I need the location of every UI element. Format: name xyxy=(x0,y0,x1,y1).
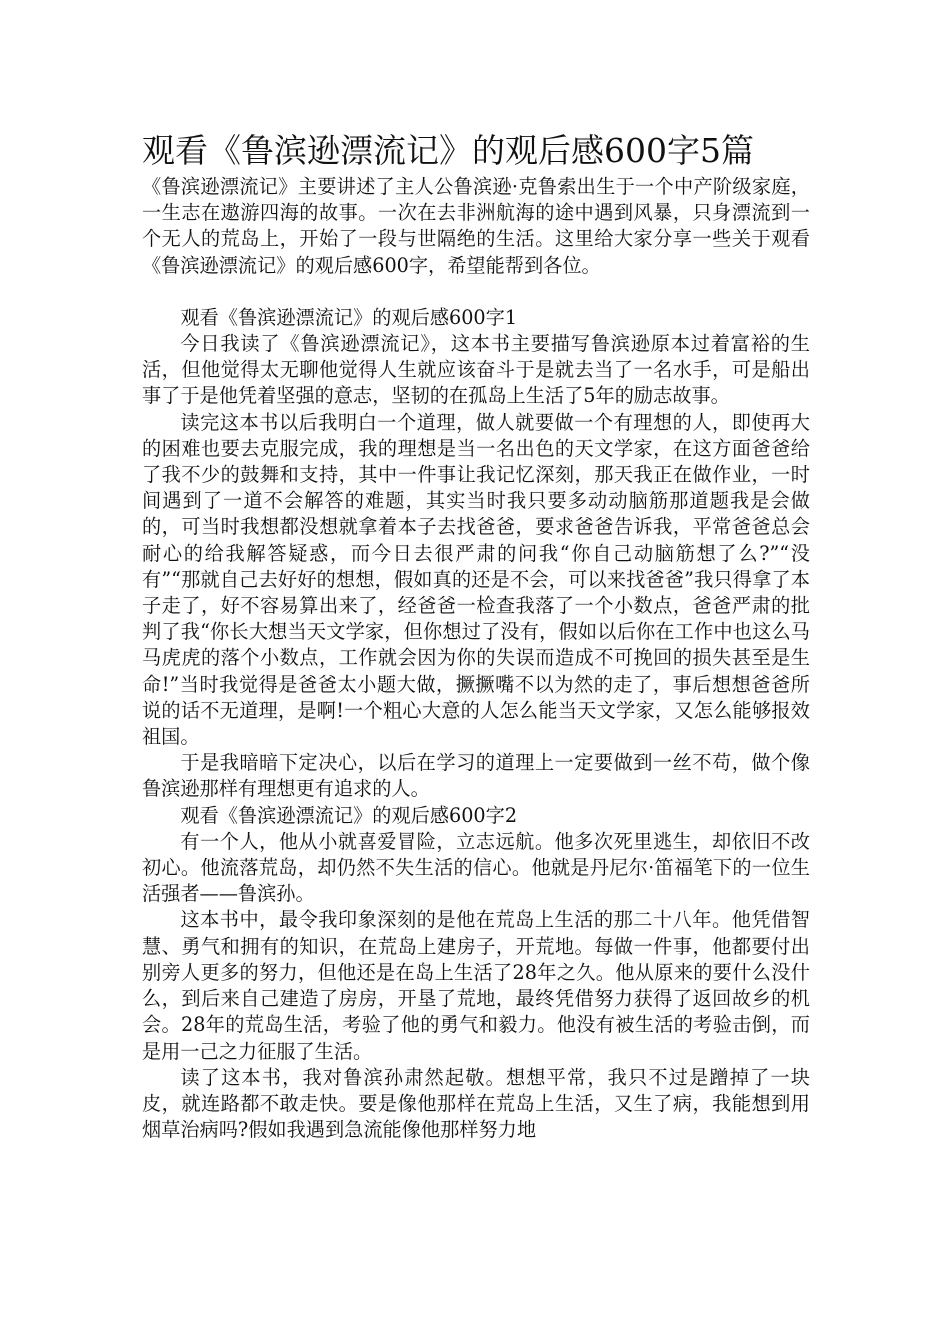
section1-paragraph-1: 今日我读了《鲁滨逊漂流记》，这本书主要描写鲁滨逊原本过着富裕的生活，但他觉得太无聊他觉得人生就应该奋斗于是就去当了一名水手，可是船出事了于是他凭着坚强的意志，坚韧的在孤岛上生活了5年的励志故事。 xyxy=(142,332,810,408)
section1-heading: 观看《鲁滨逊漂流记》的观后感600字1 xyxy=(180,305,518,329)
section2-paragraph-3: 读了这本书，我对鲁滨孙肃然起敬。想想平常，我只不过是蹭掉了一块皮，就连路都不敢走快。要是像他那样在荒岛上生活，又生了病，我能想到用烟草治病吗?假如我遇到急流能像他那样努力地 xyxy=(142,1065,810,1142)
section2-paragraph-2: 这本书中，最令我印象深刻的是他在荒岛上生活的那二十八年。他凭借智慧、勇气和拥有的知识，在荒岛上建房子，开荒地。每做一件事，他都要付出别旁人更多的努力，但他还是在岛上生活了28年之久。他从原来的要什么没什么，到后来自己建造了房房，开垦了荒地，最终凭借努力获得了返回故乡的机会。28年的荒岛生活，考验了他的勇气和毅力。他没有被生活的考验击倒，而是用一己之力征服了生活。 xyxy=(142,908,810,1063)
intro-paragraph: 《鲁滨逊漂流记》主要讲述了主人公鲁滨逊·克鲁索出生于一个中产阶级家庭，一生志在遨游四海的故事。一次在去非洲航海的途中遇到风暴，只身漂流到一个无人的荒岛上，开始了一段与世隔绝的生活。这里给大家分享一些关于观看《鲁滨逊漂流记》的观后感600字，希望能帮到各位。 xyxy=(142,175,810,277)
document-title: 观看《鲁滨逊漂流记》的观后感600字5篇 xyxy=(142,131,754,170)
spacer xyxy=(142,279,810,305)
section1-paragraph-3: 于是我暗暗下定决心，以后在学习的道理上一定要做到一丝不苟，做个像鲁滨逊那样有理想更有追求的人。 xyxy=(142,751,810,801)
section2-heading: 观看《鲁滨逊漂流记》的观后感600字2 xyxy=(180,803,518,827)
document-page xyxy=(142,128,810,1143)
section2-paragraph-1: 有一个人，他从小就喜爱冒险，立志远航。他多次死里逃生，却依旧不改初心。他流落荒岛，却仍然不失生活的信心。他就是丹尼尔·笛福笔下的一位生活强者——鲁滨孙。 xyxy=(142,829,810,906)
section1-paragraph-2: 读完这本书以后我明白一个道理，做人就要做一个有理想的人，即使再大的困难也要去克服完成，我的理想是当一名出色的天文学家，在这方面爸爸给了我不少的鼓舞和支持，其中一件事让我记忆深刻，那天我正在做作业，一时间遇到了一道不会解答的难题，其实当时我只要多动动脑筋那道题我是会做的，可当时我想都没想就拿着本子去找爸爸，要求爸爸告诉我，平常爸爸总会耐心的给我解答疑惑，而今日去很严肃的问我“你自己动脑筋想了么?”“没有”“那就自己去好好的想想，假如真的还是不会，可以来找爸爸”我只得拿了本子走了，好不容易算出来了，经爸爸一检查我落了一个小数点，爸爸严肃的批判了我“你长大想当天文学家，但你想过了没有，假如以后你在工作中也这么马马虎虎的落个小数点，工作就会因为你的失误而造成不可挽回的损失甚至是生命!”当时我觉得是爸爸太小题大做，撅撅嘴不以为然的走了，事后想想爸爸所说的话不无道理，是啊!一个粗心大意的人怎么能当天文学家，又怎么能够报效祖国。 xyxy=(142,410,810,749)
